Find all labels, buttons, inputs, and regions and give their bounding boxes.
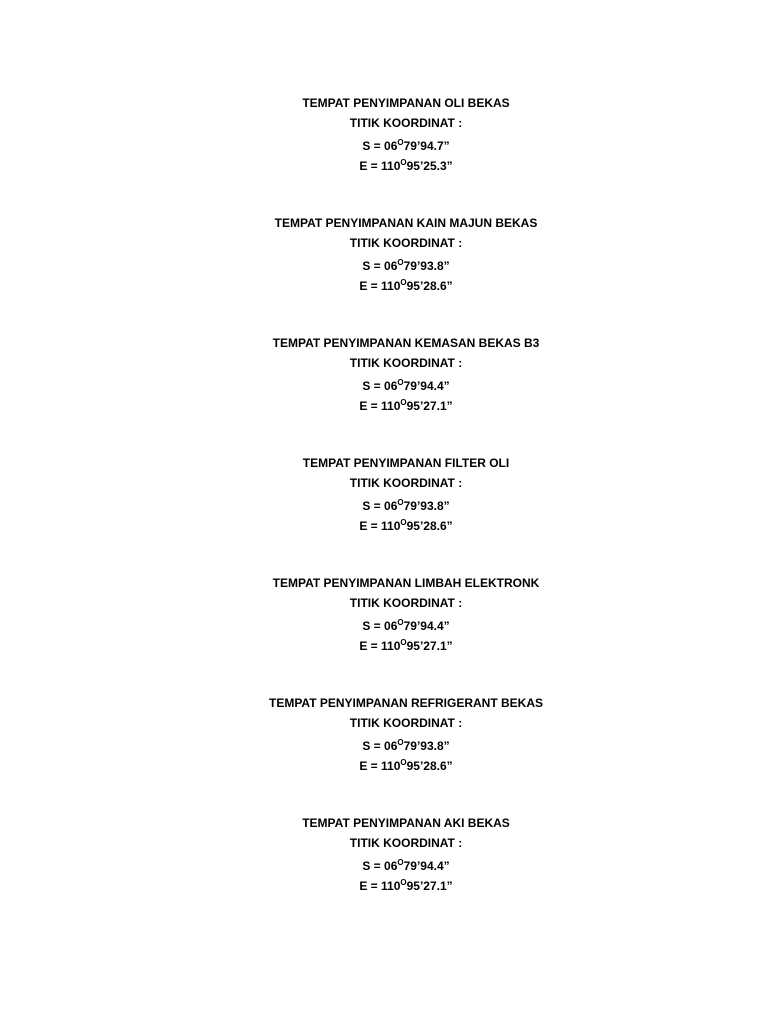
longitude-value xyxy=(0,273,768,293)
entry-title: TEMPAT PENYIMPANAN KAIN MAJUN BEKAS xyxy=(274,216,538,230)
entry-title: TEMPAT PENYIMPANAN OLI BEKAS xyxy=(302,96,510,110)
latitude-degrees: S = 06 xyxy=(362,259,398,273)
degree-symbol: O xyxy=(400,758,407,767)
longitude-minutes-seconds: 95’25.3” xyxy=(406,159,453,173)
coordinate-label: TITIK KOORDINAT : xyxy=(349,596,463,610)
latitude-value xyxy=(0,733,768,753)
longitude-degrees: E = 110 xyxy=(359,399,401,413)
storage-entry-kain-majun-bekas xyxy=(0,213,768,333)
degree-symbol: O xyxy=(400,878,407,887)
latitude-value xyxy=(0,133,768,153)
latitude-minutes-seconds: 79’94.4” xyxy=(403,859,450,873)
latitude-degrees: S = 06 xyxy=(362,499,398,513)
storage-entry-refrigerant-bekas xyxy=(0,693,768,813)
latitude-value xyxy=(0,853,768,873)
coordinate-label: TITIK KOORDINAT : xyxy=(349,836,463,850)
longitude-value xyxy=(0,153,768,173)
entry-title: TEMPAT PENYIMPANAN FILTER OLI xyxy=(302,456,510,470)
coordinate-label: TITIK KOORDINAT : xyxy=(349,236,463,250)
longitude-value xyxy=(0,513,768,533)
latitude-minutes-seconds: 79’94.7” xyxy=(403,139,450,153)
longitude-minutes-seconds: 95’28.6” xyxy=(406,519,453,533)
coordinate-label: TITIK KOORDINAT : xyxy=(349,476,463,490)
latitude-value xyxy=(0,373,768,393)
longitude-minutes-seconds: 95’27.1” xyxy=(406,399,453,413)
longitude-minutes-seconds: 95’27.1” xyxy=(406,879,453,893)
latitude-degrees: S = 06 xyxy=(362,379,398,393)
latitude-minutes-seconds: 79’94.4” xyxy=(403,379,450,393)
degree-symbol: O xyxy=(400,398,407,407)
longitude-degrees: E = 110 xyxy=(359,879,401,893)
degree-symbol: O xyxy=(397,738,404,747)
storage-entry-aki-bekas xyxy=(0,813,768,933)
latitude-minutes-seconds: 79’93.8” xyxy=(403,499,450,513)
degree-symbol: O xyxy=(400,518,407,527)
storage-entry-kemasan-bekas-b3 xyxy=(0,333,768,453)
degree-symbol: O xyxy=(397,258,404,267)
longitude-degrees: E = 110 xyxy=(359,519,401,533)
longitude-minutes-seconds: 95’28.6” xyxy=(406,759,453,773)
latitude-minutes-seconds: 79’93.8” xyxy=(403,259,450,273)
storage-location-list xyxy=(0,93,768,933)
entry-title: TEMPAT PENYIMPANAN LIMBAH ELEKTRONK xyxy=(272,576,540,590)
longitude-degrees: E = 110 xyxy=(359,759,401,773)
longitude-value xyxy=(0,873,768,893)
latitude-degrees: S = 06 xyxy=(362,619,398,633)
storage-entry-limbah-elektronk xyxy=(0,573,768,693)
latitude-value xyxy=(0,253,768,273)
degree-symbol: O xyxy=(400,158,407,167)
coordinate-label: TITIK KOORDINAT : xyxy=(349,356,463,370)
longitude-value xyxy=(0,753,768,773)
longitude-degrees: E = 110 xyxy=(359,159,401,173)
degree-symbol: O xyxy=(397,498,404,507)
entry-title: TEMPAT PENYIMPANAN REFRIGERANT BEKAS xyxy=(268,696,543,710)
latitude-degrees: S = 06 xyxy=(362,139,398,153)
entry-title: TEMPAT PENYIMPANAN AKI BEKAS xyxy=(302,816,510,830)
coordinate-label: TITIK KOORDINAT : xyxy=(349,716,463,730)
degree-symbol: O xyxy=(397,858,404,867)
latitude-value xyxy=(0,613,768,633)
entry-title: TEMPAT PENYIMPANAN KEMASAN BEKAS B3 xyxy=(272,336,540,350)
latitude-minutes-seconds: 79’93.8” xyxy=(403,739,450,753)
degree-symbol: O xyxy=(397,378,404,387)
latitude-degrees: S = 06 xyxy=(362,859,398,873)
coordinate-label: TITIK KOORDINAT : xyxy=(349,116,463,130)
latitude-degrees: S = 06 xyxy=(362,739,398,753)
degree-symbol: O xyxy=(400,638,407,647)
latitude-value xyxy=(0,493,768,513)
storage-entry-filter-oli xyxy=(0,453,768,573)
longitude-degrees: E = 110 xyxy=(359,279,401,293)
longitude-minutes-seconds: 95’28.6” xyxy=(406,279,453,293)
longitude-degrees: E = 110 xyxy=(359,639,401,653)
longitude-value xyxy=(0,393,768,413)
storage-entry-oli-bekas xyxy=(0,93,768,213)
degree-symbol: O xyxy=(400,278,407,287)
longitude-value xyxy=(0,633,768,653)
latitude-minutes-seconds: 79’94.4” xyxy=(403,619,450,633)
degree-symbol: O xyxy=(397,138,404,147)
degree-symbol: O xyxy=(397,618,404,627)
longitude-minutes-seconds: 95’27.1” xyxy=(406,639,453,653)
